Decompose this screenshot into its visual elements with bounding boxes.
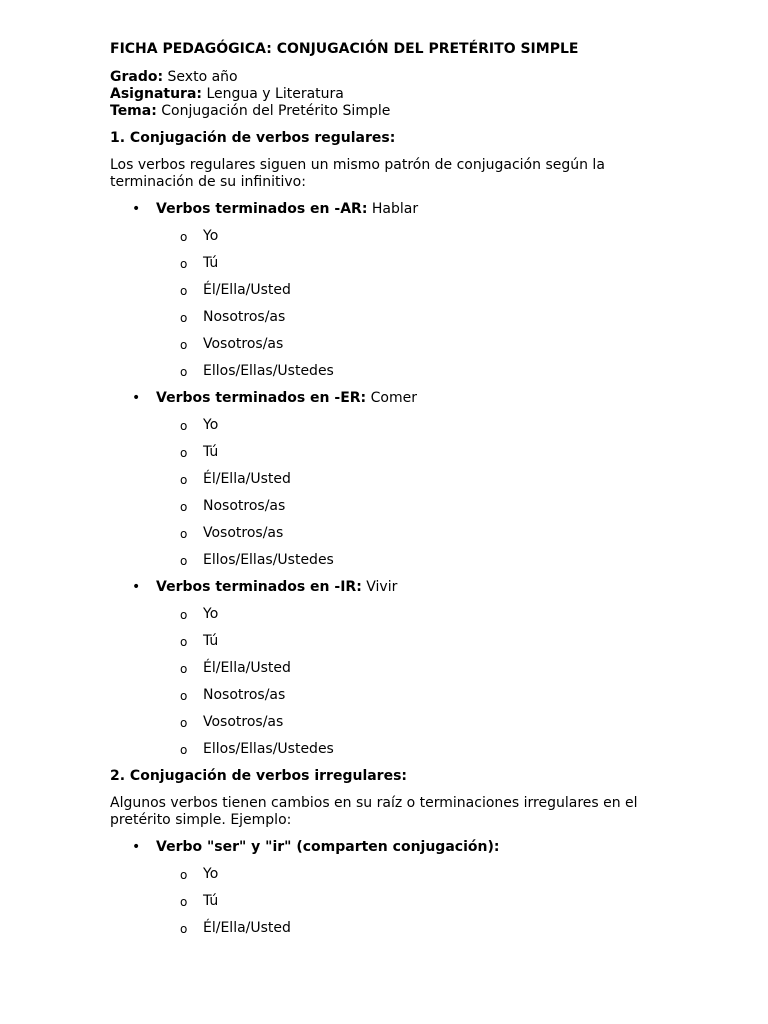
- verb-example: Comer: [370, 390, 417, 406]
- verb-group-item: [110, 201, 670, 218]
- meta-tema: [110, 103, 670, 120]
- person-label: Yo: [203, 417, 219, 433]
- bullet-marker: •: [132, 839, 141, 855]
- person-item: [110, 363, 670, 380]
- person-item: [110, 714, 670, 731]
- person-item: [110, 552, 670, 569]
- person-label: Ellos/Ellas/Ustedes: [203, 552, 334, 568]
- person-item: [110, 498, 670, 515]
- person-label: Él/Ella/Usted: [203, 920, 291, 936]
- sub-bullet-marker: o: [180, 635, 188, 649]
- sub-bullet-marker: o: [180, 868, 188, 882]
- person-label: Él/Ella/Usted: [203, 471, 291, 487]
- person-label: Tú: [203, 444, 219, 460]
- person-item: [110, 255, 670, 272]
- meta-asignatura: [110, 86, 670, 103]
- person-label: Vosotros/as: [203, 525, 284, 541]
- person-item: [110, 309, 670, 326]
- person-item: [110, 633, 670, 650]
- person-label: Vosotros/as: [203, 714, 284, 730]
- sub-bullet-marker: o: [180, 922, 188, 936]
- person-item: [110, 920, 670, 937]
- sub-bullet-marker: o: [180, 716, 188, 730]
- verb-example: Hablar: [371, 201, 419, 217]
- person-item: [110, 866, 670, 883]
- meta-value: Sexto año: [167, 69, 238, 85]
- verb-group-label: Verbos terminados en -IR:: [156, 579, 362, 595]
- verb-group-item: [110, 579, 670, 596]
- person-label: Yo: [203, 228, 219, 244]
- person-label: Ellos/Ellas/Ustedes: [203, 741, 334, 757]
- sub-bullet-marker: o: [180, 473, 188, 487]
- person-item: [110, 741, 670, 758]
- person-item: [110, 606, 670, 623]
- person-item: [110, 336, 670, 353]
- section-paragraph-regulares: Los verbos regulares siguen un mismo patrón de conjugación según la terminación de su infinitivo:: [110, 157, 605, 190]
- person-label: Vosotros/as: [203, 336, 284, 352]
- sub-bullet-marker: o: [180, 895, 188, 909]
- verb-group-label: Verbos terminados en -AR:: [156, 201, 368, 217]
- person-label: Nosotros/as: [203, 309, 286, 325]
- sub-bullet-marker: o: [180, 608, 188, 622]
- document-page: [110, 41, 670, 947]
- verb-group-label: Verbos terminados en -ER:: [156, 390, 367, 406]
- section-paragraph-irregulares: Algunos verbos tienen cambios en su raíz o terminaciones irregulares en el pretérito simple. Ejemplo:: [110, 795, 638, 828]
- section-heading-regulares: 1. Conjugación de verbos regulares:: [110, 130, 396, 146]
- irregular-verbs-list: [110, 839, 670, 937]
- verb-example: Vivir: [366, 579, 398, 595]
- sub-bullet-marker: o: [180, 689, 188, 703]
- sub-bullet-marker: o: [180, 500, 188, 514]
- sub-bullet-marker: o: [180, 662, 188, 676]
- person-label: Tú: [203, 255, 219, 271]
- person-item: [110, 444, 670, 461]
- person-item: [110, 525, 670, 542]
- sub-bullet-marker: o: [180, 230, 188, 244]
- person-label: Tú: [203, 633, 219, 649]
- meta-value: Lengua y Literatura: [206, 86, 344, 102]
- document-title: FICHA PEDAGÓGICA: CONJUGACIÓN DEL PRETÉRITO SIMPLE: [110, 41, 579, 57]
- person-label: Nosotros/as: [203, 498, 286, 514]
- verb-group-item: [110, 839, 670, 856]
- meta-label: Asignatura:: [110, 86, 203, 102]
- person-item: [110, 893, 670, 910]
- person-label: Ellos/Ellas/Ustedes: [203, 363, 334, 379]
- person-item: [110, 282, 670, 299]
- person-item: [110, 471, 670, 488]
- meta-value: Conjugación del Pretérito Simple: [161, 103, 391, 119]
- bullet-marker: •: [132, 390, 141, 406]
- sub-bullet-marker: o: [180, 527, 188, 541]
- meta-grado: [110, 69, 670, 86]
- person-item: [110, 417, 670, 434]
- person-label: Él/Ella/Usted: [203, 282, 291, 298]
- sub-bullet-marker: o: [180, 743, 188, 757]
- regular-verbs-list: [110, 201, 670, 758]
- person-label: Nosotros/as: [203, 687, 286, 703]
- person-label: Él/Ella/Usted: [203, 660, 291, 676]
- person-label: Yo: [203, 606, 219, 622]
- sub-bullet-marker: o: [180, 338, 188, 352]
- sub-bullet-marker: o: [180, 419, 188, 433]
- person-item: [110, 687, 670, 704]
- sub-bullet-marker: o: [180, 284, 188, 298]
- meta-label: Tema:: [110, 103, 157, 119]
- person-label: Yo: [203, 866, 219, 882]
- sub-bullet-marker: o: [180, 365, 188, 379]
- sub-bullet-marker: o: [180, 446, 188, 460]
- person-label: Tú: [203, 893, 219, 909]
- sub-bullet-marker: o: [180, 554, 188, 568]
- bullet-marker: •: [132, 201, 141, 217]
- verb-group-label: Verbo "ser" y "ir" (comparten conjugación):: [156, 839, 500, 855]
- bullet-marker: •: [132, 579, 141, 595]
- verb-group-item: [110, 390, 670, 407]
- sub-bullet-marker: o: [180, 257, 188, 271]
- section-heading-irregulares: 2. Conjugación de verbos irregulares:: [110, 768, 408, 784]
- person-item: [110, 228, 670, 245]
- sub-bullet-marker: o: [180, 311, 188, 325]
- meta-label: Grado:: [110, 69, 164, 85]
- meta-block: [110, 69, 670, 120]
- person-item: [110, 660, 670, 677]
